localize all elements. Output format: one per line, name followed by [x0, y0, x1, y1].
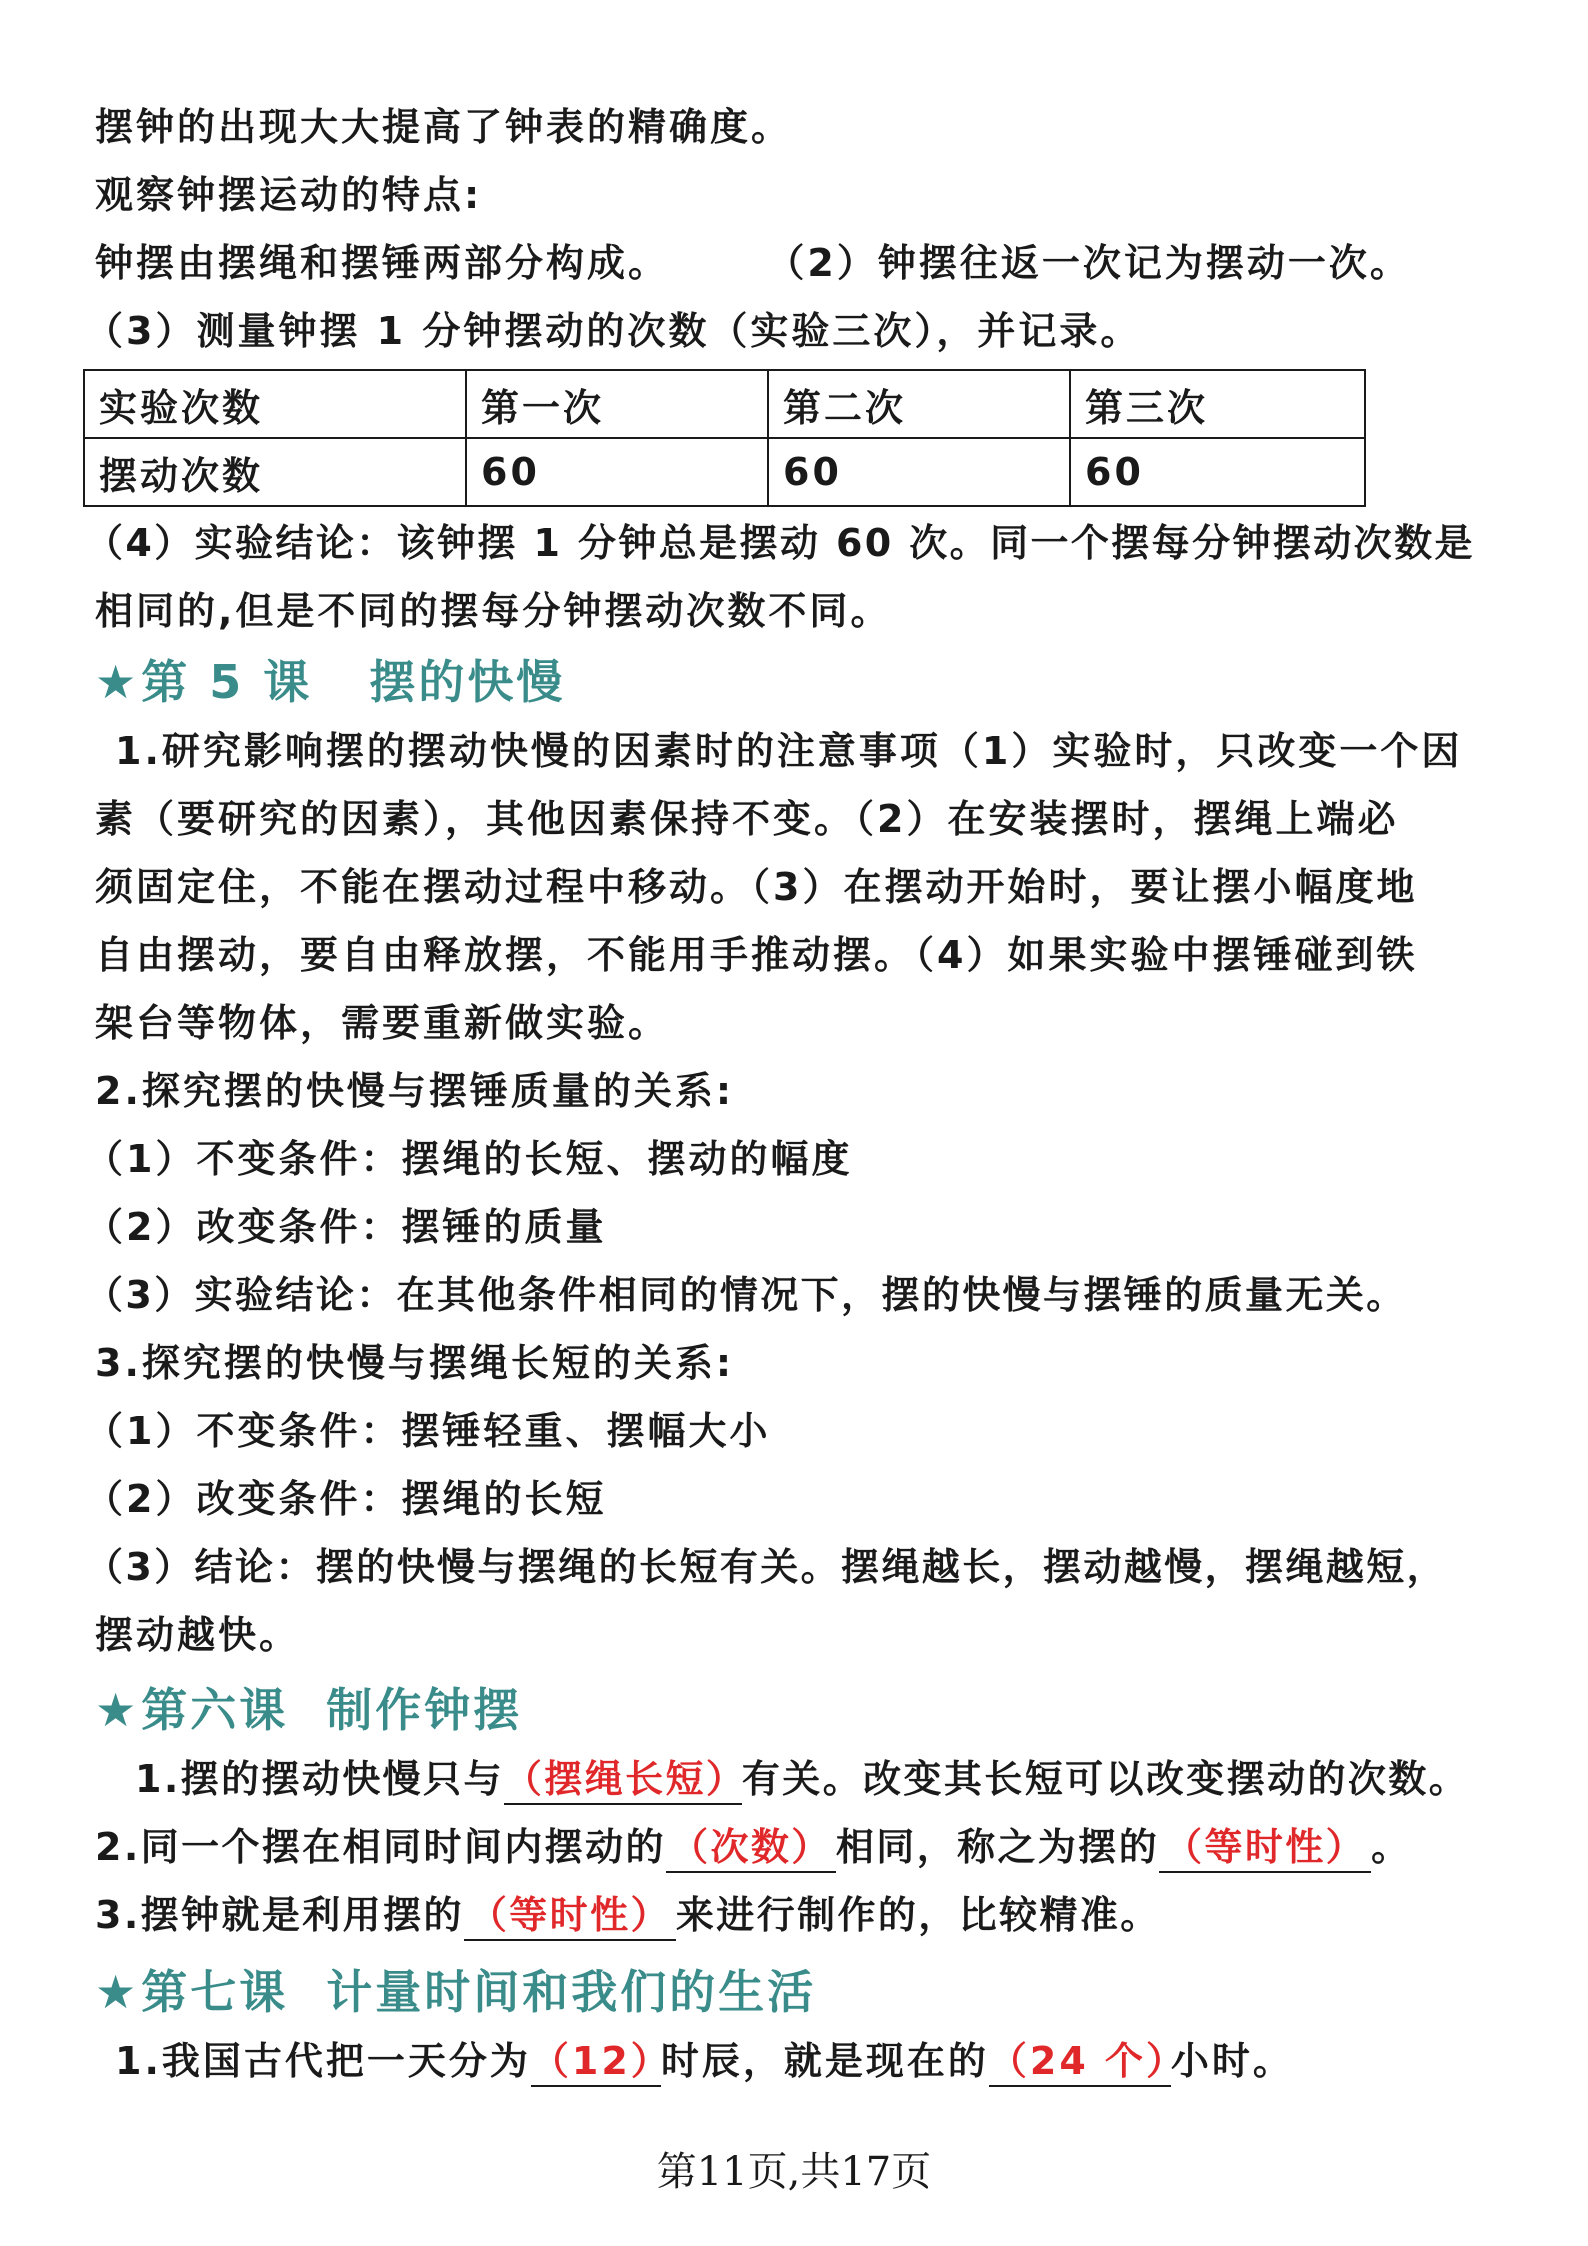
- text-line: （3）结论：摆的快慢与摆绳的长短有关。摆绳越长，摆动越慢，摆绳越短，: [85, 1545, 1448, 1589]
- text-line: 2.探究摆的快慢与摆锤质量的关系:: [95, 1069, 735, 1113]
- lesson5-title: 第 5 课 摆的快慢: [141, 655, 566, 709]
- table-header-cell: 第二次: [768, 370, 1070, 438]
- text-line: 3.探究摆的快慢与摆绳长短的关系:: [95, 1341, 735, 1385]
- page-number: 第11页,共17页: [656, 2149, 932, 2195]
- lesson7-title: 第七课 计量时间和我们的生活: [141, 1965, 817, 2019]
- text-line: （4）实验结论：该钟摆 1 分钟总是摆动 60 次。同一个摆每分钟摆动次数是: [85, 521, 1475, 565]
- table-header-cell: 实验次数: [84, 370, 466, 438]
- lesson6-title: 第六课 制作钟摆: [141, 1683, 523, 1737]
- text-line: 观察钟摆运动的特点:: [95, 173, 483, 217]
- star-icon: ★: [95, 655, 140, 709]
- text-line: 摆动越快。: [95, 1613, 301, 1657]
- text-line: （3）测量钟摆 1 分钟摆动的次数（实验三次），并记录。: [85, 309, 1142, 353]
- fill-in-line: [115, 2036, 1294, 2087]
- question-text: 。: [1371, 1825, 1412, 1869]
- question-text: 3.摆钟就是利用摆的: [95, 1893, 464, 1937]
- text-line: （3）实验结论：在其他条件相同的情况下，摆的快慢与摆锤的质量无关。: [85, 1273, 1407, 1317]
- question-text: 1.摆的摆动快慢只与: [135, 1757, 504, 1801]
- table-header-cell: 第一次: [466, 370, 768, 438]
- text-line: 相同的,但是不同的摆每分钟摆动次数不同。: [95, 589, 892, 633]
- star-icon: ★: [95, 1965, 140, 2019]
- lesson7-heading: [95, 1962, 816, 2022]
- table-cell: 60: [1070, 438, 1365, 506]
- question-text: 小时。: [1170, 2039, 1294, 2083]
- fill-in-line: [95, 1822, 1412, 1873]
- question-text: 2.同一个摆在相同时间内摆动的: [95, 1825, 666, 1869]
- answer-blank: （次数）: [666, 1823, 836, 1873]
- text-line: 摆钟的出现大大提高了钟表的精确度。: [95, 105, 793, 149]
- text-line: 须固定住，不能在摆动过程中移动。（3）在摆动开始时，要让摆小幅度地: [95, 865, 1418, 909]
- answer-blank: （等时性）: [1159, 1823, 1371, 1873]
- text-line: （1）不变条件：摆绳的长短、摆动的幅度: [85, 1137, 853, 1181]
- text-line: 1.研究影响摆的摆动快慢的因素时的注意事项（1）实验时，只改变一个因: [115, 729, 1463, 773]
- question-text: 有关。改变其长短可以改变摆动的次数。: [741, 1757, 1470, 1801]
- text-line: 架台等物体，需要重新做实验。: [95, 1001, 670, 1045]
- text-line: （2）改变条件：摆绳的长短: [85, 1477, 607, 1521]
- table-row: [84, 438, 1365, 506]
- text-line: （1）不变条件：摆锤轻重、摆幅大小: [85, 1409, 771, 1453]
- text-line: （2）改变条件：摆锤的质量: [85, 1205, 607, 1249]
- question-text: 相同，称之为摆的: [835, 1825, 1160, 1869]
- star-icon: ★: [95, 1683, 140, 1737]
- experiment-table: [83, 369, 1366, 507]
- table-row: [84, 370, 1365, 438]
- fill-in-line: [135, 1754, 1469, 1805]
- text-line: 钟摆由摆绳和摆锤两部分构成。 （2）钟摆往返一次记为摆动一次。: [95, 241, 1411, 285]
- answer-blank: （24 个）: [989, 2037, 1171, 2087]
- fill-in-line: [95, 1890, 1161, 1941]
- question-text: 来进行制作的，比较精准。: [675, 1893, 1161, 1937]
- question-text: 时辰，就是现在的: [660, 2039, 989, 2083]
- table-cell: 60: [768, 438, 1070, 506]
- text-line: 自由摆动，要自由释放摆，不能用手推动摆。（4）如果实验中摆锤碰到铁: [95, 933, 1418, 977]
- text-line: 素（要研究的因素），其他因素保持不变。（2）在安装摆时，摆绳上端必: [95, 797, 1399, 841]
- answer-blank: （等时性）: [464, 1891, 676, 1941]
- table-cell: 60: [466, 438, 768, 506]
- table-cell: 摆动次数: [84, 438, 466, 506]
- answer-blank: （12）: [531, 2037, 661, 2087]
- lesson5-heading: [95, 652, 565, 712]
- question-text: 1.我国古代把一天分为: [115, 2039, 531, 2083]
- lesson6-heading: [95, 1680, 522, 1740]
- table-header-cell: 第三次: [1070, 370, 1365, 438]
- answer-blank: （摆绳长短）: [504, 1755, 742, 1805]
